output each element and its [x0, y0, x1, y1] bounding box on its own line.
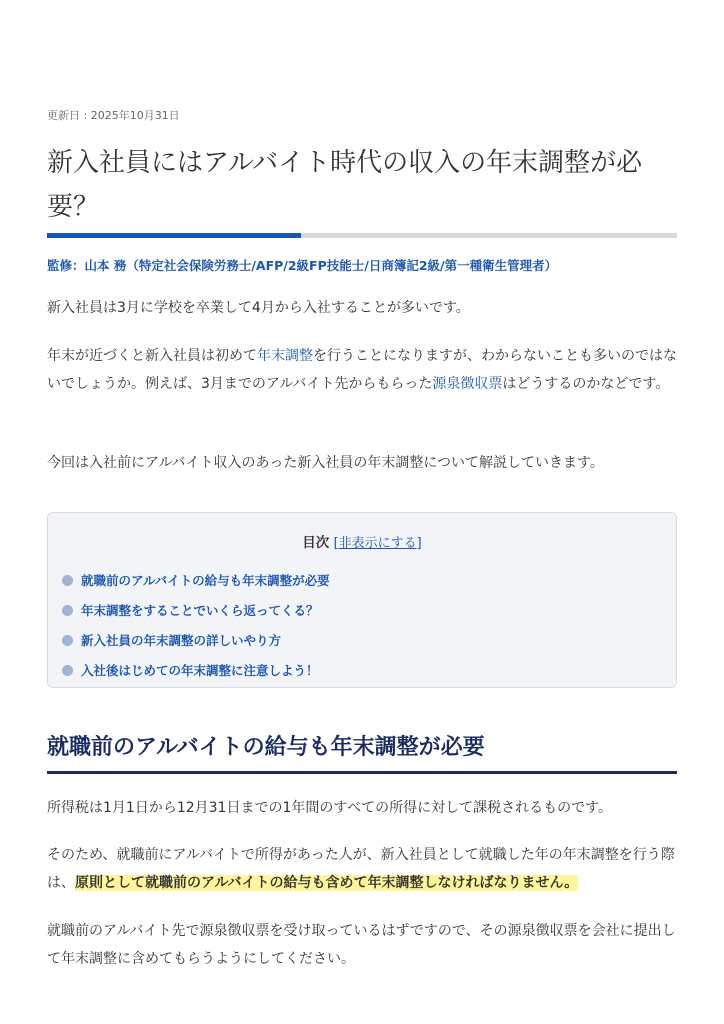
toc-item [62, 625, 330, 655]
toc-item [62, 655, 330, 685]
toc-item [62, 565, 330, 595]
toc-label: 目次 [302, 535, 330, 551]
section-heading: 就職前のアルバイトの給与も年末調整が必要 [47, 728, 677, 774]
page-title: 新入社員にはアルバイト時代の収入の年末調整が必要？ [47, 148, 643, 222]
intro-paragraph-1: 新入社員は3月に学校を卒業して4月から入社することが多いです。 [47, 300, 470, 316]
toc-link-3[interactable]: 新入社員の年末調整の詳しいやり方 [81, 633, 282, 648]
link-nenmatsu-chousei[interactable]: 年末調整 [257, 348, 313, 364]
link-gensen-choushuuhyou[interactable]: 源泉徴収票 [432, 376, 503, 392]
section-paragraph-1: 所得税は1月1日から12月31日までの1年間のすべての所得に対して課税されるものです。 [47, 800, 612, 816]
highlighted-text: 原則として就職前のアルバイトの給与も含めて年末調整しなければなりません。 [75, 875, 579, 891]
toc-header [48, 531, 676, 551]
section-paragraph-3: 就職前のアルバイト先で源泉徴収票を受け取っているはずですので、その源泉徴収票を会社に提出して年末調整に含めてもらうようにしてください。 [47, 923, 676, 967]
bullet-dot-icon [62, 665, 73, 676]
bullet-dot-icon [62, 575, 73, 586]
section-paragraph-2 [47, 841, 679, 897]
toc-toggle-link[interactable]: [非表示にする] [333, 536, 422, 551]
section-text-before: そのため、就職前にアルバイトで所得があった人が、新入社員として就職した年の年末調整を行う際は、 [47, 847, 675, 891]
updated-date: 更新日 : 2025年10月31日 [47, 109, 180, 122]
bullet-dot-icon [62, 605, 73, 616]
supervisor-credit: 監修：山本 務（特定社会保険労務士/AFP/2級FP技能士/日商簿記2級/第一種衛生管理者） [47, 258, 558, 273]
toc-list [62, 565, 330, 685]
intro-text-after: はどうするのかなどです。 [502, 376, 670, 392]
intro-text-middle: を行うことになりますが、わからないことも多いのではないでしょうか。例えば、3月までのアルバイト先からもらった [47, 348, 677, 392]
intro-paragraph-3: 今回は入社前にアルバイト収入のあった新入社員の年末調整について解説していきます。 [47, 455, 604, 471]
bullet-dot-icon [62, 635, 73, 646]
intro-paragraph-2 [47, 342, 679, 398]
toc-link-4[interactable]: 入社後はじめての年末調整に注意しよう！ [81, 663, 319, 678]
title-underline-accent [47, 233, 301, 238]
title-underline [47, 233, 677, 238]
toc-link-1[interactable]: 就職前のアルバイトの給与も年末調整が必要 [81, 573, 330, 588]
toc-link-2[interactable]: 年末調整をすることでいくら返ってくる？ [81, 603, 319, 618]
toc-item [62, 595, 330, 625]
table-of-contents [47, 512, 677, 688]
intro-text-before: 年末が近づくと新入社員は初めて [47, 348, 257, 364]
